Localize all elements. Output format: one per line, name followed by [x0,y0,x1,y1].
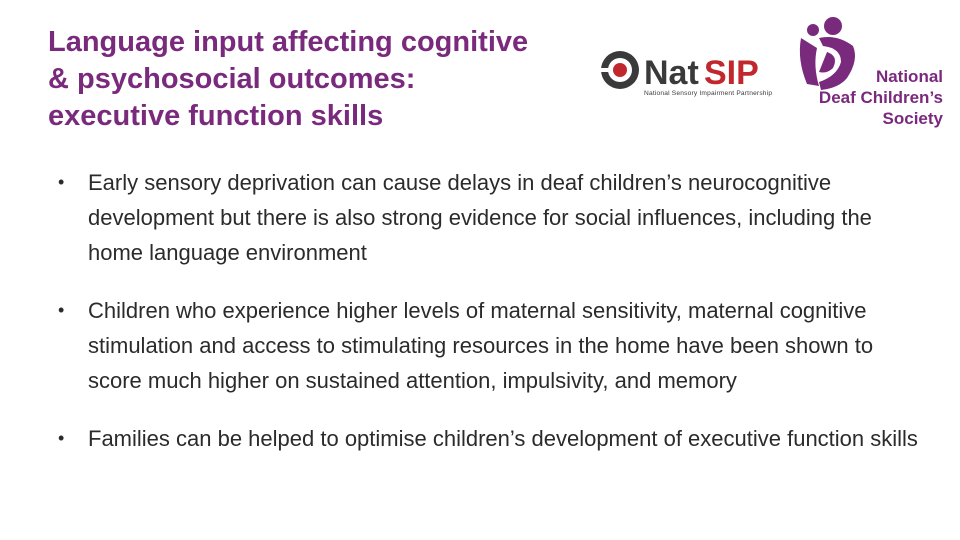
natsip-logo-nat: Nat [644,54,699,92]
bullet-item [56,165,926,270]
ndcs-logo-line-3: Society [882,109,943,128]
bullet-text: Children who experience higher levels of maternal sensitivity, maternal cognitive stimulation and access to stimulating resources in the home have been shown to score much higher on sustained attention, impulsivity, and memory [88,298,874,393]
bullet-text: Early sensory deprivation can cause delays in deaf children’s neurocognitive development but there is also strong evidence for social influences, including the home language environment [88,170,872,265]
natsip-logo [598,46,788,98]
bullet-item [56,293,926,398]
title-line-1: Language input affecting cognitive [48,26,529,58]
ndcs-logo-line-1: National [875,67,943,86]
title-line-3: executive function skills [48,100,384,132]
bullet-text: Families can be helped to optimise children’s development of executive function skills [88,426,918,451]
bullet-item [56,421,926,456]
ndcs-logo [793,16,948,134]
natsip-logo-sip: SIP [704,54,759,92]
bullet-icon: • [58,300,65,320]
title-line-2: & psychosocial outcomes: [48,63,416,95]
bullet-icon: • [58,428,65,448]
bullet-list [56,165,926,456]
bullet-icon: • [58,172,65,192]
slide-title [48,24,608,135]
ndcs-logo-line-2: Deaf Children’s [818,88,943,107]
natsip-logo-tagline: National Sensory Impairment Partnership [644,90,772,97]
